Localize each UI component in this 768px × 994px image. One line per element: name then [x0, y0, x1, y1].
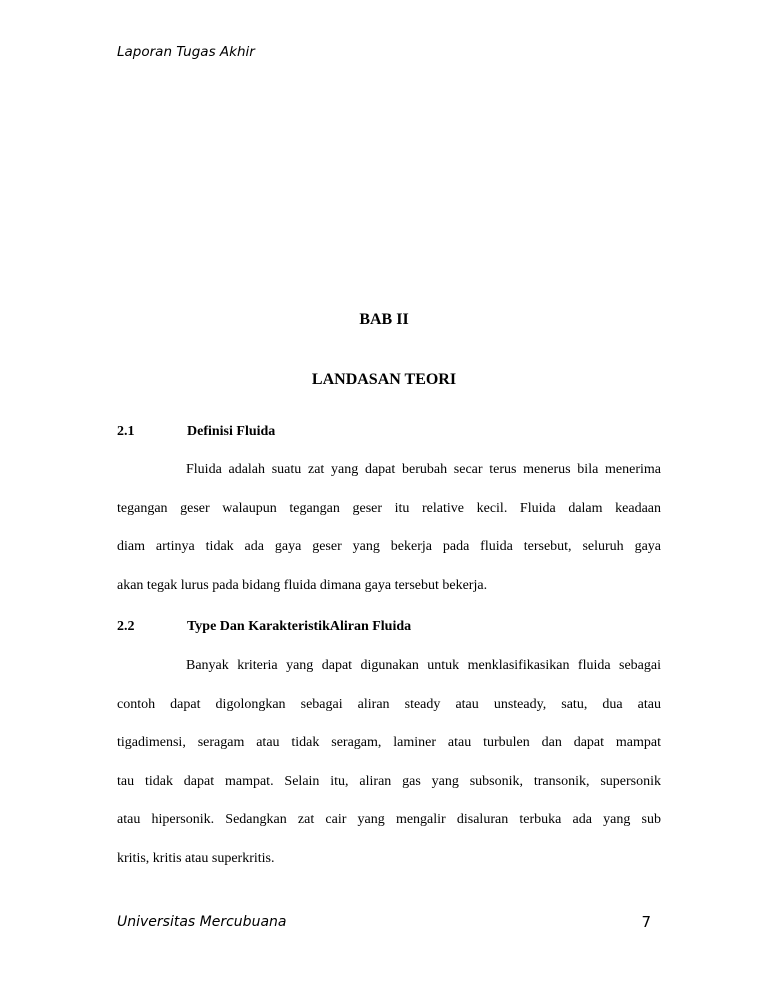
- section-number: 2.2: [117, 619, 135, 634]
- paragraph-line: tigadimensi, seragam atau tidak seragam, laminer atau turbulen dan dapat mampat: [117, 735, 661, 750]
- paragraph-line: kritis, kritis atau superkritis.: [117, 850, 275, 866]
- page-number: 7: [641, 913, 651, 931]
- chapter-title: LANDASAN TEORI: [311, 371, 457, 388]
- section-heading-2-2: [117, 619, 411, 635]
- section-title: Definisi Fluida: [187, 424, 276, 439]
- paragraph-line: tau tidak dapat mampat. Selain itu, aliran gas yang subsonik, transonik, supersonik: [117, 773, 661, 789]
- running-header: Laporan Tugas Akhir: [117, 44, 255, 60]
- paragraph-line: akan tegak lurus pada bidang fluida dimana gaya tersebut bekerja.: [117, 577, 488, 593]
- paragraph-line: atau hipersonik. Sedangkan zat cair yang mengalir disaluran terbuka ada yang sub: [117, 812, 661, 827]
- section-title: Type Dan KarakteristikAliran Fluida: [187, 619, 412, 634]
- paragraph-line: Banyak kriteria yang dapat digunakan untuk menklasifikasikan fluida sebagai: [186, 658, 661, 673]
- paragraph-line: diam artinya tidak ada gaya geser yang bekerja pada fluida tersebut, seluruh gaya: [117, 539, 661, 554]
- chapter-number: BAB II: [359, 311, 409, 328]
- section-heading-2-1: [117, 424, 275, 440]
- section-number: 2.1: [117, 424, 135, 439]
- footer-institution: Universitas Mercubuana: [117, 914, 287, 930]
- paragraph-line: contoh dapat digolongkan sebagai aliran steady atau unsteady, satu, dua atau: [117, 696, 661, 712]
- section-2-1-paragraph: [117, 462, 661, 616]
- section-2-2-paragraph: [117, 658, 661, 889]
- paragraph-line: tegangan geser walaupun tegangan geser itu relative kecil. Fluida dalam keadaan: [117, 500, 661, 516]
- paragraph-line: Fluida adalah suatu zat yang dapat berubah secar terus menerus bila menerima: [186, 462, 661, 477]
